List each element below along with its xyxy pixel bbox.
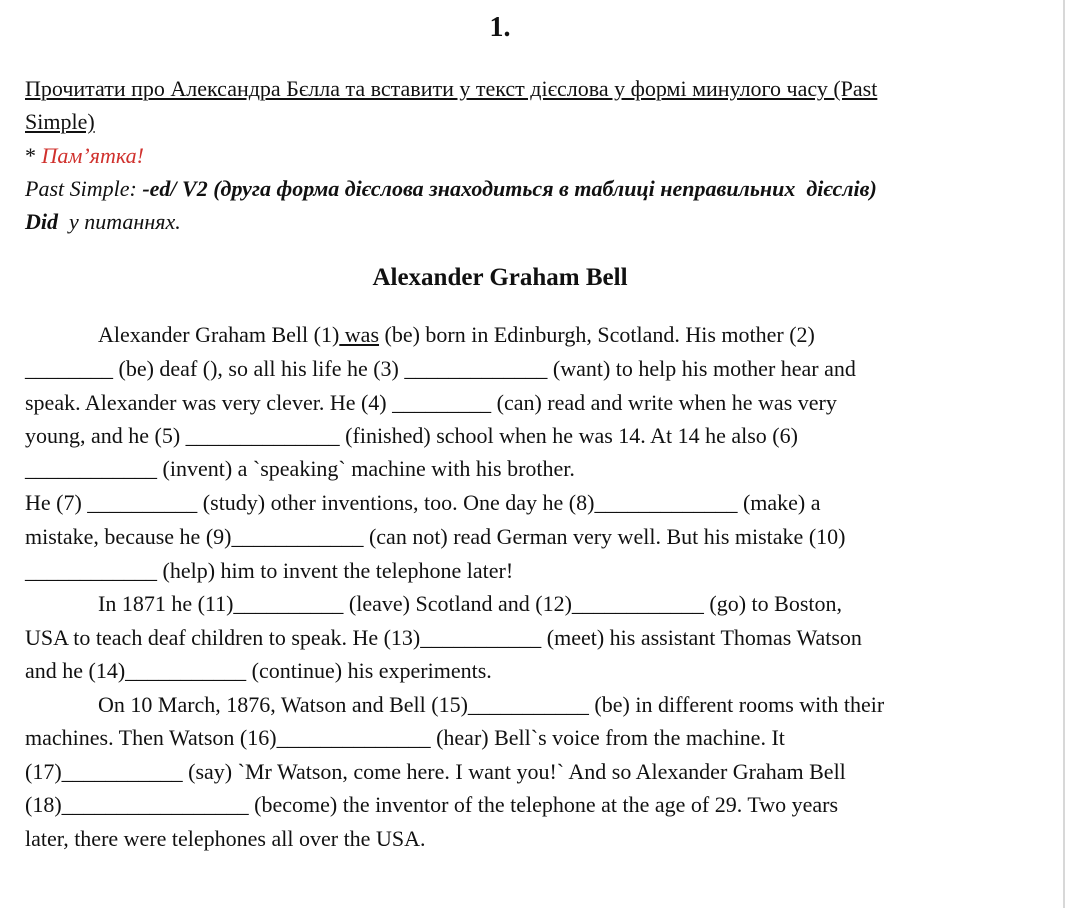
- memo-line: [25, 142, 144, 170]
- rule-line-1: [25, 175, 877, 203]
- rule-did: Did: [25, 209, 58, 234]
- story-line-1c: (be) born in Edinburgh, Scotland. His mother (2): [379, 322, 815, 347]
- memo-exclamation: !: [136, 143, 144, 168]
- story-line-4: young, and he (5) ______________ (finished) school when he was 14. At 14 he also (6): [25, 423, 798, 448]
- rule-formula: -ed/ V2 (друга форма дієслова знаходиться в таблиці неправильних дієслів): [142, 176, 877, 201]
- memo-star: *: [25, 143, 42, 168]
- rule-prefix: Past Simple:: [25, 176, 143, 201]
- story-line-13: machines. Then Watson (16)______________ (hear) Bell`s voice from the machine. It: [25, 725, 785, 750]
- story-line-5: ____________ (invent) a `speaking` machine with his brother.: [25, 456, 575, 481]
- story-line-9: In 1871 he (11)__________ (leave) Scotland and (12)____________ (go) to Boston,: [98, 591, 843, 616]
- story-line-16: later, there were telephones all over the USA.: [25, 826, 426, 851]
- story-line-15: (18)_________________ (become) the inventor of the telephone at the age of 29. Two years: [25, 792, 839, 817]
- instruction-line-1: Прочитати про Александра Бєлла та вставити у текст дієслова у формі минулого часу (Past: [25, 76, 878, 101]
- story-line-2: ________ (be) deaf (), so all his life he (3) _____________ (want) to help his mother hear and: [25, 356, 856, 381]
- rule-questions: у питаннях.: [58, 209, 181, 234]
- story-title: Alexander Graham Bell: [372, 264, 628, 291]
- story-line-6: He (7) __________ (study) other inventions, too. One day he (8)_____________ (make) a: [25, 490, 821, 515]
- story-line-8: ____________ (help) him to invent the telephone later!: [25, 558, 514, 583]
- story-line-14: (17)___________ (say) `Mr Watson, come here. I want you!` And so Alexander Graham Bell: [25, 759, 846, 784]
- story-line-12: On 10 March, 1876, Watson and Bell (15)___________ (be) in different rooms with their: [98, 692, 885, 717]
- memo-label: Пам’ятка: [41, 143, 137, 168]
- story-line-1a: Alexander Graham Bell (1): [98, 322, 340, 347]
- rule-line-2: [25, 208, 181, 236]
- story-line-11: and he (14)___________ (continue) his experiments.: [25, 658, 492, 683]
- story-line-7: mistake, because he (9)____________ (can not) read German very well. But his mistake (10): [25, 524, 846, 549]
- example-answer: was: [339, 322, 380, 347]
- instruction-line-2: Simple): [25, 109, 95, 134]
- story-line-10: USA to teach deaf children to speak. He (13)___________ (meet) his assistant Thomas Watson: [25, 625, 862, 650]
- story-line-1: [98, 321, 815, 349]
- story-line-3: speak. Alexander was very clever. He (4) _________ (can) read and write when he was very: [25, 390, 837, 415]
- exercise-number: 1.: [489, 12, 511, 43]
